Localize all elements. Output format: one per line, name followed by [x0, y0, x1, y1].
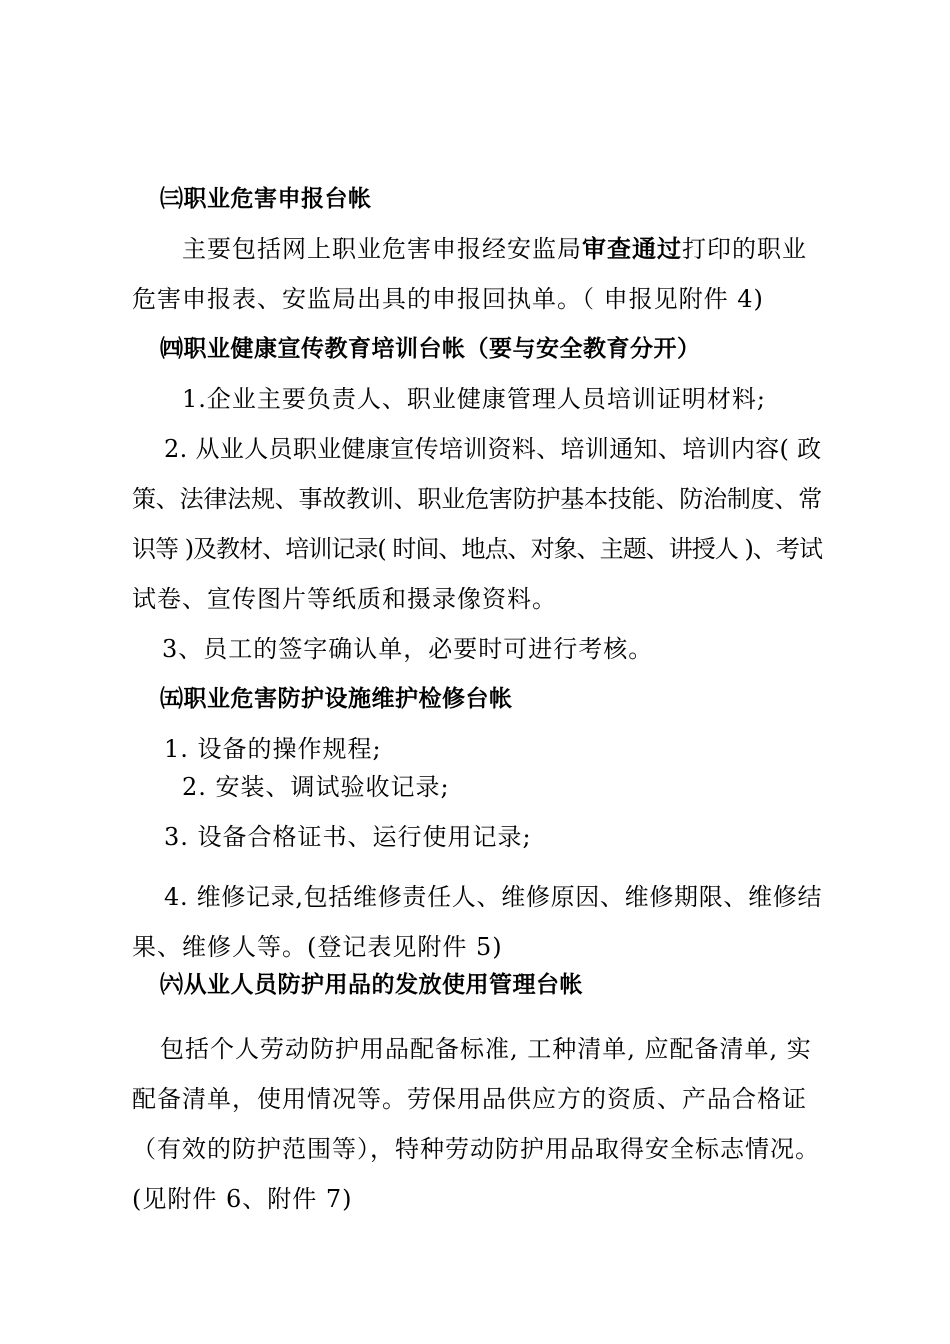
list-item-continued: 识等 )及教材、培训记录( 时间、地点、对象、主题、讲授人 )、考试: [132, 535, 822, 563]
list-item: 2. 安装、调试验收记录;: [182, 773, 450, 801]
section-3-body-line-1: [182, 234, 807, 264]
body-text: 打印的职业: [682, 235, 807, 263]
list-item: 1. 设备的操作规程;: [164, 735, 382, 763]
section-heading-6: ㈥从业人员防护用品的发放使用管理台帐: [160, 972, 583, 998]
body-text: 主要包括网上职业危害申报经安监局: [182, 235, 582, 263]
paragraph-line: 包括个人劳动防护用品配备标准, 工种清单, 应配备清单, 实: [160, 1035, 812, 1063]
paragraph-line: 配备清单，使用情况等。劳保用品供应方的资质、产品合格证: [132, 1085, 807, 1113]
section-heading-3: ㈢职业危害申报台帐: [160, 186, 372, 212]
paragraph-line: （有效的防护范围等），特种劳动防护用品取得安全标志情况。: [132, 1135, 820, 1163]
list-item: 3. 设备合格证书、运行使用记录;: [164, 823, 532, 851]
list-item-continued: 策、法律法规、事故教训、职业危害防护基本技能、防治制度、常: [132, 485, 822, 513]
section-heading-4: ㈣职业健康宣传教育培训台帐（要与安全教育分开）: [160, 336, 701, 362]
list-item: 4. 维修记录,包括维修责任人、维修原因、维修期限、维修结: [164, 883, 823, 911]
list-item: 1.企业主要负责人、职业健康管理人员培训证明材料;: [182, 385, 766, 413]
list-item-continued: 试卷、宣传图片等纸质和摄录像资料。: [132, 585, 557, 613]
list-item: 2. 从业人员职业健康宣传培训资料、培训通知、培训内容( 政: [164, 435, 822, 463]
list-item: 3、员工的签字确认单，必要时可进行考核。: [162, 635, 654, 663]
list-item-continued: 果、维修人等。(登记表见附件 5): [132, 933, 503, 961]
paragraph-line: (见附件 6、附件 7): [132, 1185, 353, 1213]
section-3-body-line-2: 危害申报表、安监局出具的申报回执单。（ 申报见附件 4): [132, 285, 764, 313]
section-heading-5: ㈤职业危害防护设施维护检修台帐: [160, 686, 513, 712]
highlight-text: 审查通过: [582, 235, 682, 263]
